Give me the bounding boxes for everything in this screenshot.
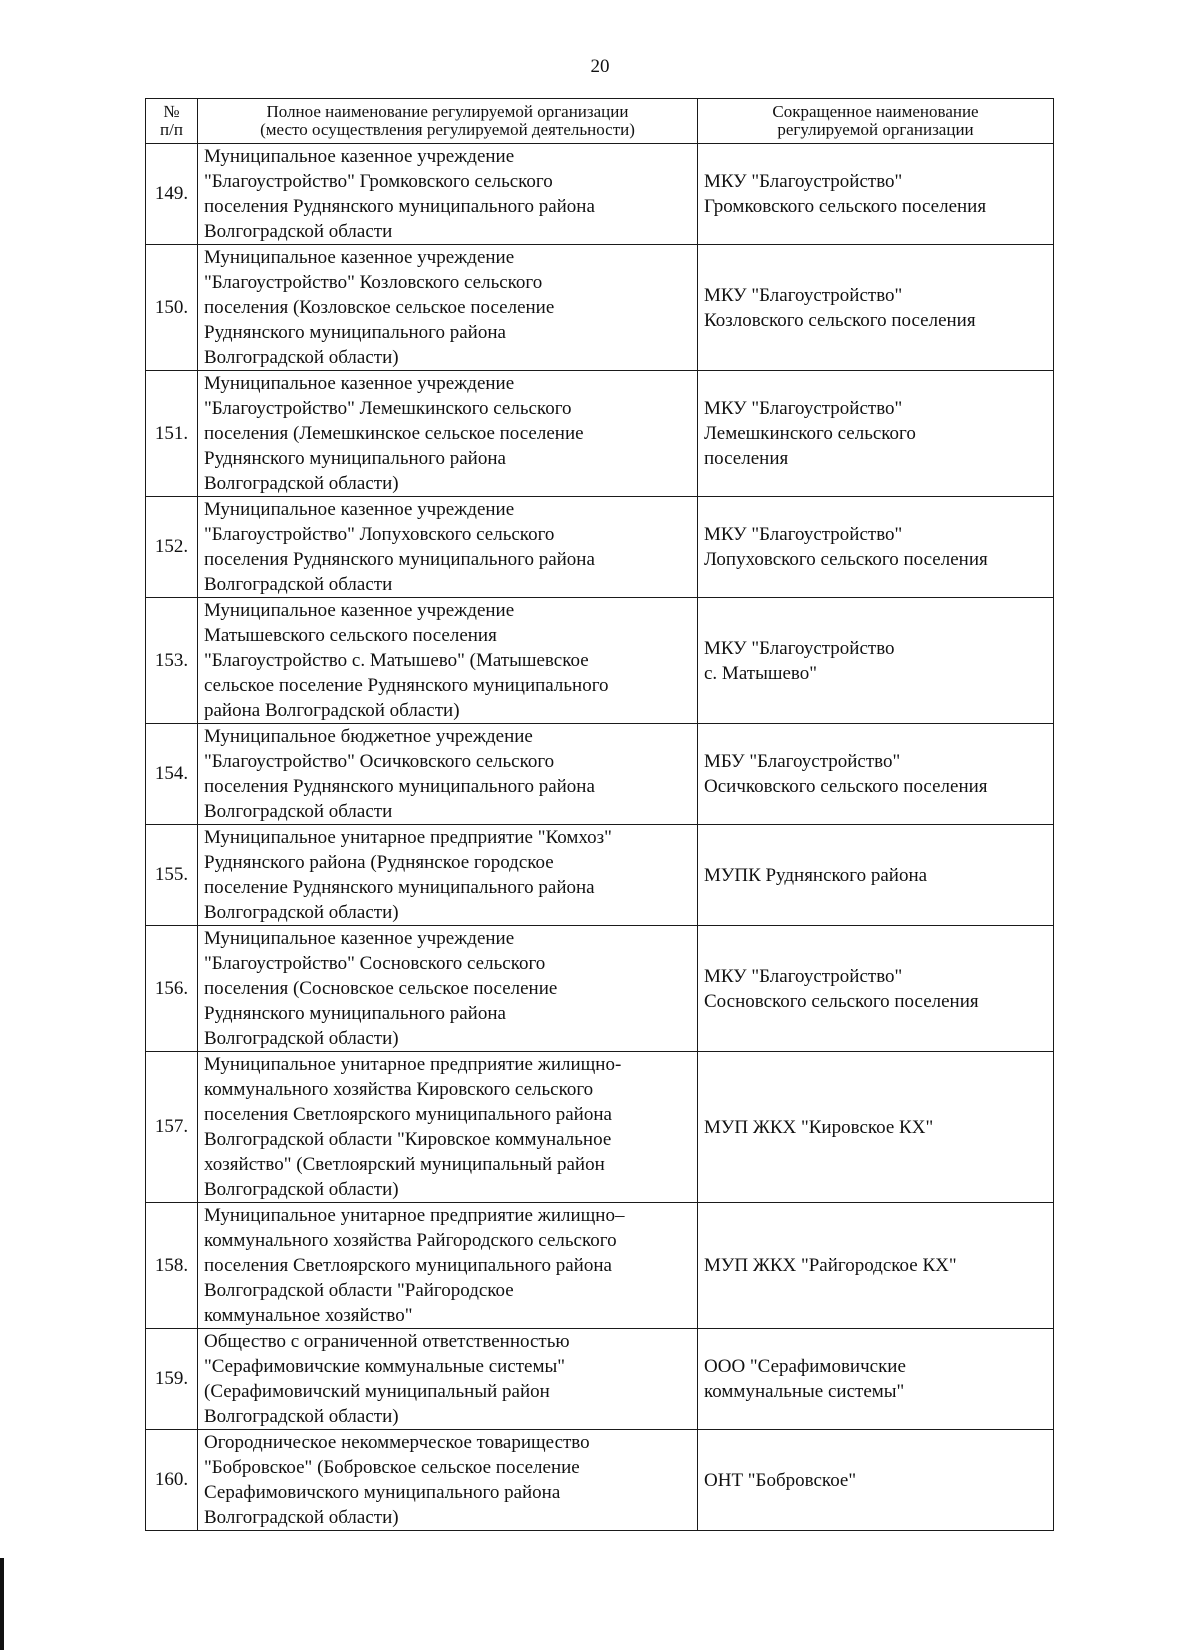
full-name-line: Матышевского сельского поселения xyxy=(204,625,497,646)
short-name-line: МКУ "Благоустройство" xyxy=(704,398,903,419)
short-name-cell xyxy=(698,1430,1054,1531)
full-name-line: Муниципальное унитарное предприятие жилищно- xyxy=(204,1054,622,1075)
full-name-line: Муниципальное унитарное предприятие "Комхоз" xyxy=(204,827,612,848)
short-name-line: коммунальные системы" xyxy=(704,1381,905,1402)
full-name-line: Волгоградской области "Кировское коммунальное xyxy=(204,1129,612,1150)
short-name-cell xyxy=(698,245,1054,371)
full-name-line: сельское поселение Руднянского муниципального xyxy=(204,675,609,696)
full-name-cell xyxy=(198,825,698,926)
full-name-line: Руднянского муниципального района xyxy=(204,322,506,343)
full-name-line: "Благоустройство" Сосновского сельского xyxy=(204,953,546,974)
full-name-line: Муниципальное казенное учреждение xyxy=(204,146,515,167)
full-name-cell xyxy=(198,926,698,1052)
header-short-name xyxy=(698,99,1054,144)
short-name-line: МКУ "Благоустройство" xyxy=(704,965,903,987)
row-number: 149. xyxy=(146,144,198,245)
full-name-cell xyxy=(198,1430,698,1531)
full-name-line: "Благоустройство" Лемешкинского сельского xyxy=(204,398,572,419)
full-name-cell xyxy=(198,724,698,825)
full-name-cell xyxy=(198,371,698,497)
table-row xyxy=(146,598,1054,724)
full-name-line: поселения Руднянского муниципального района xyxy=(204,776,595,797)
table-row xyxy=(146,1329,1054,1430)
full-name-line: Муниципальное казенное учреждение xyxy=(204,373,515,394)
short-name-line: Лемешкинского сельского xyxy=(704,423,916,444)
full-name-line: поселения (Козловское сельское поселение xyxy=(204,297,555,318)
table-row xyxy=(146,1430,1054,1531)
full-name-line: Муниципальное казенное учреждение xyxy=(204,247,515,268)
full-name-line: района Волгоградской области) xyxy=(204,700,460,721)
short-name-cell xyxy=(698,724,1054,825)
full-name-cell xyxy=(198,1203,698,1329)
full-name-line: коммунального хозяйства Райгородского сельского xyxy=(204,1230,617,1251)
row-number: 157. xyxy=(146,1052,198,1203)
row-number: 156. xyxy=(146,926,198,1052)
short-name-line: МУП ЖКХ "Райгородское КХ" xyxy=(704,1255,957,1276)
full-name-line: Волгоградской области) xyxy=(204,1507,399,1528)
short-name-cell xyxy=(698,926,1054,1052)
full-name-line: коммунального хозяйства Кировского сельского xyxy=(204,1079,594,1100)
scan-edge-mark xyxy=(0,1558,4,1650)
full-name-line: Волгоградской области) xyxy=(204,473,399,494)
full-name-line: поселения Светлоярского муниципального района xyxy=(204,1104,612,1125)
full-name-line: "Благоустройство" Громковского сельского xyxy=(204,171,553,192)
full-name-cell xyxy=(198,497,698,598)
page-number: 20 xyxy=(590,56,610,77)
short-name-cell xyxy=(698,1203,1054,1329)
short-name-line: Лопуховского сельского поселения xyxy=(704,549,988,570)
short-name-cell xyxy=(698,1329,1054,1430)
row-number: 153. xyxy=(146,598,198,724)
full-name-line: поселения Руднянского муниципального района xyxy=(204,196,595,217)
full-name-line: Волгоградской области) xyxy=(204,902,399,923)
full-name-cell xyxy=(198,144,698,245)
table-row xyxy=(146,926,1054,1052)
full-name-line: (Серафимовичский муниципальный район xyxy=(204,1381,550,1402)
row-number: 155. xyxy=(146,825,198,926)
full-name-line: Муниципальное казенное учреждение xyxy=(204,928,515,949)
full-name-cell xyxy=(198,1329,698,1430)
full-name-line: поселение Руднянского муниципального района xyxy=(204,877,595,898)
full-name-line: Волгоградской области xyxy=(204,801,393,822)
full-name-line: Волгоградской области xyxy=(204,574,393,595)
short-name-cell xyxy=(698,144,1054,245)
full-name-line: Волгоградской области xyxy=(204,221,393,242)
full-name-line: Серафимовичского муниципального района xyxy=(204,1482,561,1503)
header-short-name-line2: регулируемой организации xyxy=(777,120,974,139)
short-name-line: поселения xyxy=(704,448,789,469)
table-row xyxy=(146,1052,1054,1203)
short-name-line: МКУ "Благоустройство" xyxy=(704,171,903,192)
full-name-line: Волгоградской области) xyxy=(204,1028,399,1049)
short-name-line: МБУ "Благоустройство" xyxy=(704,751,901,772)
full-name-line: Общество с ограниченной ответственностью xyxy=(204,1331,570,1352)
full-name-line: "Благоустройство с. Матышево" (Матышевское xyxy=(204,650,589,671)
row-number: 158. xyxy=(146,1203,198,1329)
full-name-line: Руднянского муниципального района xyxy=(204,1003,506,1024)
full-name-line: "Благоустройство" Осичковского сельского xyxy=(204,751,555,772)
row-number: 154. xyxy=(146,724,198,825)
full-name-line: Волгоградской области) xyxy=(204,347,399,368)
full-name-line: поселения (Сосновское сельское поселение xyxy=(204,978,558,999)
table-row xyxy=(146,825,1054,926)
row-number: 152. xyxy=(146,497,198,598)
full-name-cell xyxy=(198,1052,698,1203)
table-row xyxy=(146,1203,1054,1329)
table-row xyxy=(146,245,1054,371)
full-name-line: поселения Светлоярского муниципального района xyxy=(204,1255,612,1276)
short-name-line: МУП ЖКХ "Кировское КХ" xyxy=(704,1116,934,1138)
short-name-line: Громковского сельского поселения xyxy=(704,196,987,217)
short-name-cell xyxy=(698,371,1054,497)
short-name-cell xyxy=(698,497,1054,598)
header-number-line2: п/п xyxy=(160,120,183,139)
row-number: 150. xyxy=(146,245,198,371)
short-name-line: ОНТ "Бобровское" xyxy=(704,1469,857,1491)
short-name-line: Козловского сельского поселения xyxy=(704,309,976,331)
table-row xyxy=(146,724,1054,825)
table-row xyxy=(146,144,1054,245)
full-name-line: Муниципальное казенное учреждение xyxy=(204,499,515,520)
full-name-line: Муниципальное бюджетное учреждение xyxy=(204,726,533,747)
short-name-line: с. Матышево" xyxy=(704,662,817,684)
short-name-line: МКУ "Благоустройство xyxy=(704,637,895,659)
short-name-cell xyxy=(698,598,1054,724)
full-name-line: "Бобровское" (Бобровское сельское поселение xyxy=(204,1457,580,1478)
table-body xyxy=(146,144,1054,1531)
header-full-name-line2: (место осуществления регулируемой деятельности) xyxy=(260,120,635,139)
table-header-row xyxy=(146,99,1054,144)
short-name-line: Осичковского сельского поселения xyxy=(704,776,988,797)
short-name-cell xyxy=(698,825,1054,926)
regulated-organizations-table xyxy=(145,98,1054,1531)
full-name-line: коммунальное хозяйство" xyxy=(204,1305,413,1326)
full-name-line: Муниципальное унитарное предприятие жилищно– xyxy=(204,1205,625,1226)
full-name-line: Руднянского муниципального района xyxy=(204,448,506,469)
full-name-line: Муниципальное казенное учреждение xyxy=(204,600,515,621)
full-name-line: Руднянского района (Руднянское городское xyxy=(204,852,554,873)
row-number: 151. xyxy=(146,371,198,497)
full-name-line: поселения (Лемешкинское сельское поселение xyxy=(204,423,584,444)
full-name-line: "Серафимовичские коммунальные системы" xyxy=(204,1356,566,1377)
full-name-line: Волгоградской области) xyxy=(204,1406,399,1427)
header-full-name xyxy=(198,99,698,144)
table-row xyxy=(146,371,1054,497)
full-name-line: хозяйство" (Светлоярский муниципальный район xyxy=(204,1154,605,1175)
header-full-name-line1: Полное наименование регулируемой организации xyxy=(266,102,629,121)
header-number xyxy=(146,99,198,144)
short-name-line: МКУ "Благоустройство" xyxy=(704,524,903,545)
full-name-line: поселения Руднянского муниципального района xyxy=(204,549,595,570)
short-name-line: ООО "Серафимовичские xyxy=(704,1356,906,1377)
full-name-line: Волгоградской области "Райгородское xyxy=(204,1280,514,1301)
short-name-cell xyxy=(698,1052,1054,1203)
full-name-line: Волгоградской области) xyxy=(204,1179,399,1200)
short-name-line: Сосновского сельского поселения xyxy=(704,990,979,1012)
header-number-line1: № xyxy=(163,102,180,121)
row-number: 159. xyxy=(146,1329,198,1430)
short-name-line: МУПК Руднянского района xyxy=(704,864,928,886)
table-row xyxy=(146,497,1054,598)
full-name-line: Огородническое некоммерческое товарищество xyxy=(204,1432,590,1453)
full-name-cell xyxy=(198,245,698,371)
full-name-cell xyxy=(198,598,698,724)
header-short-name-line1: Сокращенное наименование xyxy=(772,102,979,121)
row-number: 160. xyxy=(146,1430,198,1531)
full-name-line: "Благоустройство" Козловского сельского xyxy=(204,272,543,293)
short-name-line: МКУ "Благоустройство" xyxy=(704,284,903,306)
full-name-line: "Благоустройство" Лопуховского сельского xyxy=(204,524,555,545)
